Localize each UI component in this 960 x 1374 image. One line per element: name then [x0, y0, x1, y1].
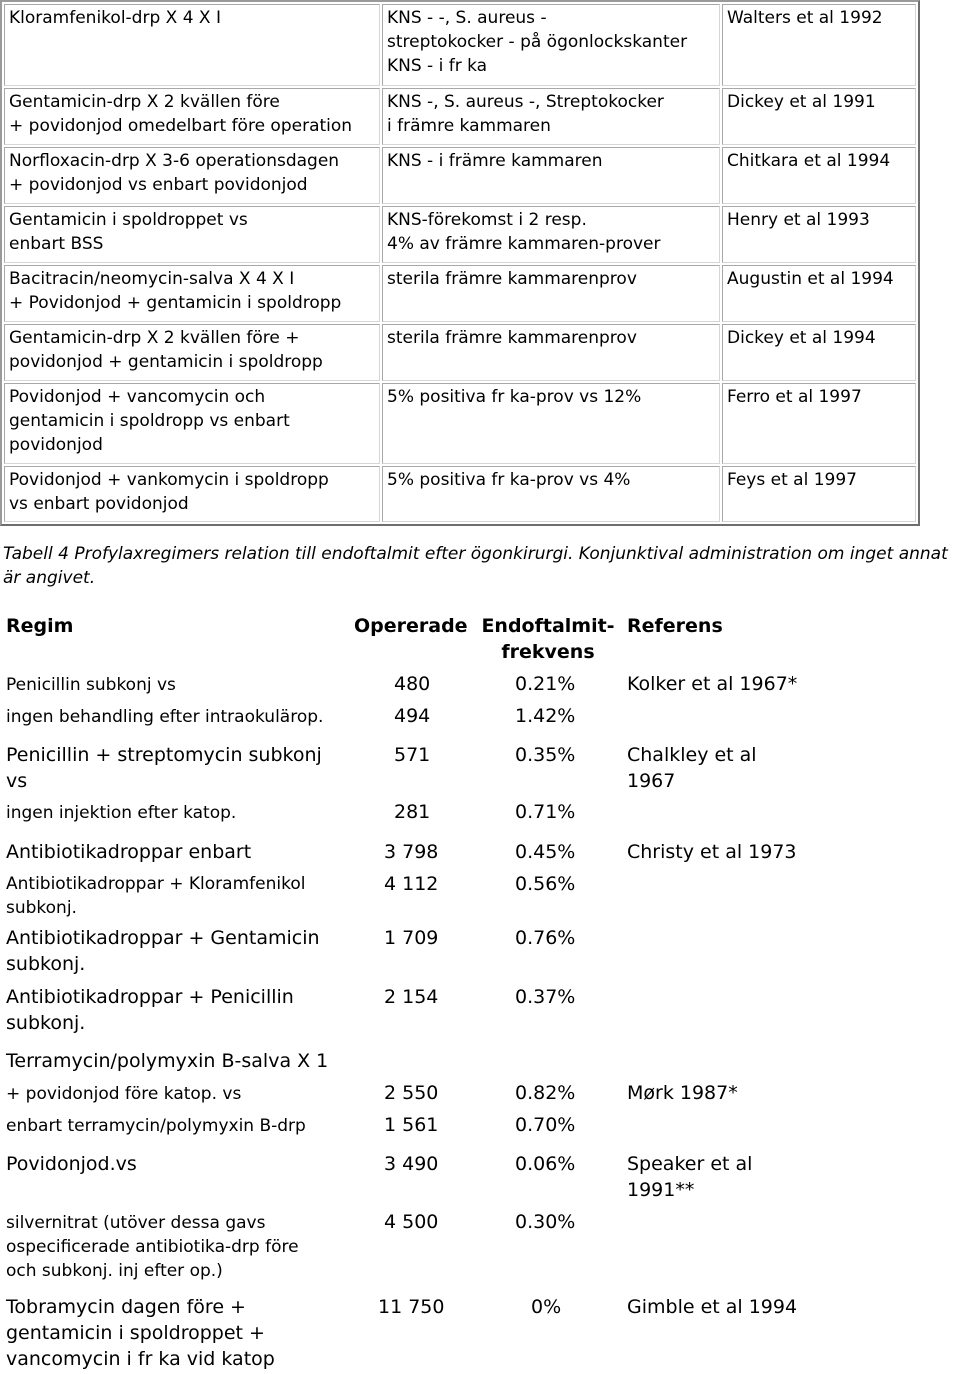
header-opererade: Opererade [354, 615, 468, 637]
table-row [4, 265, 916, 322]
table-row [4, 88, 916, 145]
regim-cell: Penicillin subkonj vs [6, 675, 176, 695]
opererade-cell: 2 550 [384, 1082, 439, 1104]
regim-cell: Antibiotikadroppar + Gentamicin subkonj. [6, 927, 320, 975]
frekvens-cell: 0.45% [515, 841, 576, 863]
finding-cell: sterila främre kammarenprov [382, 265, 720, 322]
table-row [4, 4, 916, 86]
referens-cell: Chalkley et al 1967 [627, 744, 757, 792]
frekvens-cell: 0.71% [515, 801, 576, 823]
frekvens-cell: 0.30% [515, 1211, 576, 1233]
opererade-cell: 2 154 [384, 986, 439, 1008]
regim-cell: ingen behandling efter intraokulärop. [6, 707, 324, 727]
reference-cell: Chitkara et al 1994 [722, 147, 916, 204]
table-row [4, 206, 916, 263]
opererade-cell: 11 750 [378, 1296, 445, 1318]
opererade-cell: 494 [394, 705, 431, 727]
reference-cell: Ferro et al 1997 [722, 383, 916, 464]
finding-cell: sterila främre kammarenprov [382, 324, 720, 381]
frekvens-cell: 0.70% [515, 1114, 576, 1136]
regim-cell: Tobramycin dagen före + gentamicin i spoldroppet + vancomycin i fr ka vid katop [6, 1296, 275, 1370]
table-row [4, 466, 916, 522]
opererade-cell: 1 561 [384, 1114, 439, 1136]
finding-cell: KNS-förekomst i 2 resp. 4% av främre kammaren-prover [382, 206, 720, 263]
regimen-cell: Povidonjod + vancomycin och gentamicin i spoldropp vs enbart povidonjod [4, 383, 380, 464]
reference-cell: Dickey et al 1994 [722, 324, 916, 381]
frekvens-cell: 0.82% [515, 1082, 576, 1104]
regimen-cell: Kloramfenikol-drp X 4 X I [4, 4, 380, 86]
regim-cell: Povidonjod.vs [6, 1153, 137, 1175]
table-row [4, 147, 916, 204]
finding-cell: KNS - -, S. aureus - streptokocker - på ögonlockskanter KNS - i fr ka [382, 4, 720, 86]
opererade-cell: 571 [394, 744, 431, 766]
opererade-cell: 3 798 [384, 841, 439, 863]
frekvens-cell: 0.56% [515, 873, 576, 895]
table-row [4, 324, 916, 381]
regim-cell: Antibiotikadroppar enbart [6, 841, 252, 863]
regimen-cell: Bacitracin/neomycin-salva X 4 X I + Povidonjod + gentamicin i spoldropp [4, 265, 380, 322]
table-caption: Tabell 4 Profylaxregimers relation till endoftalmit efter ögonkirurgi. Konjunktival administration om inget annat är angivet. [3, 544, 948, 588]
frekvens-cell: 1.42% [515, 705, 576, 727]
opererade-cell: 4 112 [384, 873, 439, 895]
opererade-cell: 480 [394, 673, 431, 695]
regimen-cell: Gentamicin-drp X 2 kvällen före + povidonjod + gentamicin i spoldropp [4, 324, 380, 381]
frekvens-cell: 0.21% [515, 673, 576, 695]
referens-cell: Kolker et al 1967* [627, 673, 798, 695]
frekvens-cell: 0.06% [515, 1153, 576, 1175]
regim-cell: Antibiotikadroppar + Penicillin subkonj. [6, 986, 294, 1034]
regim-cell: Terramycin/polymyxin B-salva X 1 [6, 1050, 329, 1072]
referens-cell: Speaker et al 1991** [627, 1153, 753, 1201]
prophylaxis-study-table [0, 0, 920, 526]
regim-cell: ingen injektion efter katop. [6, 803, 237, 823]
frekvens-cell: 0.35% [515, 744, 576, 766]
header-frekvens: Endoftalmit- frekvens [481, 615, 615, 663]
table-row [4, 383, 916, 464]
referens-cell: Mørk 1987* [627, 1082, 738, 1104]
regimen-cell: Norfloxacin-drp X 3-6 operationsdagen + povidonjod vs enbart povidonjod [4, 147, 380, 204]
opererade-cell: 1 709 [384, 927, 439, 949]
referens-cell: Christy et al 1973 [627, 841, 797, 863]
reference-cell: Henry et al 1993 [722, 206, 916, 263]
frekvens-cell: 0.76% [515, 927, 576, 949]
opererade-cell: 3 490 [384, 1153, 439, 1175]
header-referens: Referens [627, 615, 723, 637]
reference-cell: Augustin et al 1994 [722, 265, 916, 322]
frekvens-cell: 0.37% [515, 986, 576, 1008]
regim-cell: + povidonjod före katop. vs [6, 1084, 242, 1104]
regimen-cell: Gentamicin-drp X 2 kvällen före + povidonjod omedelbart före operation [4, 88, 380, 145]
regim-cell: Penicillin + streptomycin subkonj vs [6, 744, 322, 792]
finding-cell: 5% positiva fr ka-prov vs 12% [382, 383, 720, 464]
regim-cell: silvernitrat (utöver dessa gavs ospecificerade antibiotika-drp före och subkonj. inj efter op.) [6, 1213, 299, 1281]
header-regim: Regim [6, 615, 74, 637]
finding-cell: KNS - i främre kammaren [382, 147, 720, 204]
finding-cell: KNS -, S. aureus -, Streptokocker i främre kammaren [382, 88, 720, 145]
regim-cell: Antibiotikadroppar + Kloramfenikol subkonj. [6, 874, 306, 918]
opererade-cell: 4 500 [384, 1211, 439, 1233]
regim-cell: enbart terramycin/polymyxin B-drp [6, 1116, 306, 1136]
regimen-cell: Gentamicin i spoldroppet vs enbart BSS [4, 206, 380, 263]
reference-cell: Feys et al 1997 [722, 466, 916, 522]
finding-cell: 5% positiva fr ka-prov vs 4% [382, 466, 720, 522]
referens-cell: Gimble et al 1994 [627, 1296, 798, 1318]
reference-cell: Dickey et al 1991 [722, 88, 916, 145]
reference-cell: Walters et al 1992 [722, 4, 916, 86]
regimen-cell: Povidonjod + vankomycin i spoldropp vs enbart povidonjod [4, 466, 380, 522]
opererade-cell: 281 [394, 801, 431, 823]
frekvens-cell: 0% [531, 1296, 562, 1318]
